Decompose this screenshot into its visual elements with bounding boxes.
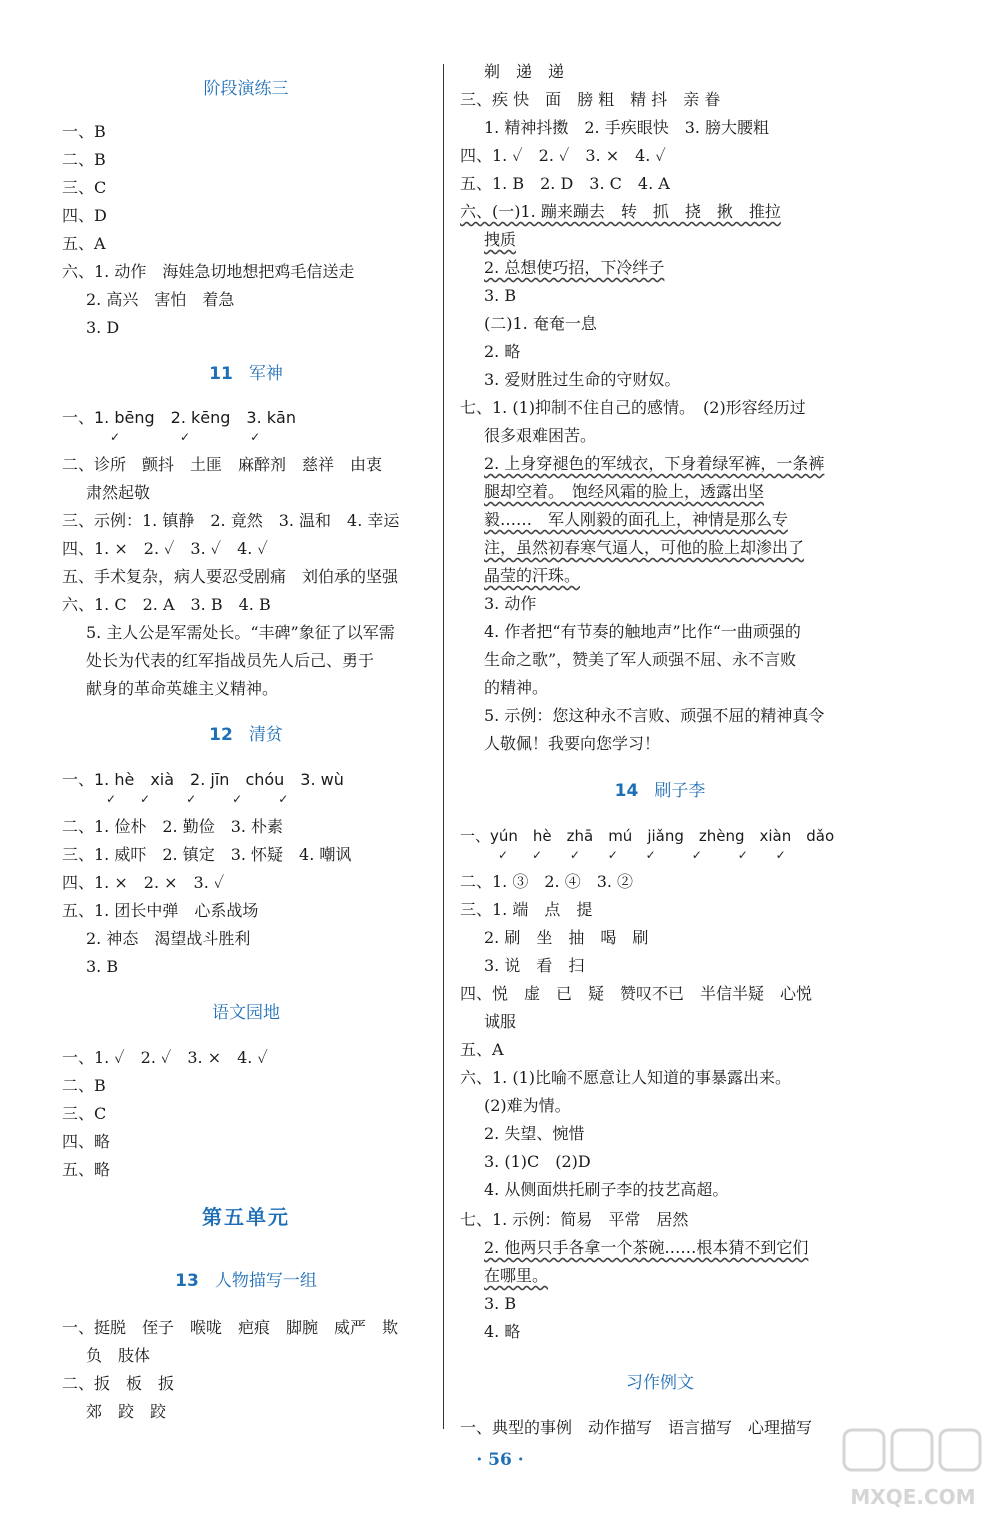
answer-line: 的精神。 — [484, 678, 549, 697]
answer-line: 七、1. (1)抑制不住自己的感情。 (2)形容经历过 — [460, 398, 806, 417]
answer-line: 七、1. 示例：简易 平常 居然 — [460, 1210, 689, 1229]
answer-line: 三、疾 快 面 膀 粗 精 抖 亲 眷 — [460, 90, 721, 109]
answer-line: 4. 略 — [484, 1322, 521, 1341]
answer-line: 一、挺脱 侄子 喉咙 疤痕 脚腕 威严 欺 — [62, 1318, 399, 1337]
answer-line: 2. 他两只手各拿一个茶碗……根本猜不到它们 — [484, 1238, 809, 1257]
answer-line: 4. 从侧面烘托刷子李的技艺高超。 — [484, 1180, 729, 1199]
answer-line: 五、手术复杂，病人要忍受剧痛 刘伯承的坚强 — [62, 567, 399, 586]
answer-line: 四、1. × 2. ✓ 3. ✓ 4. ✓ — [62, 539, 268, 558]
answer-line: 5. 主人公是军需处长。“丰碑”象征了以军需 — [86, 623, 395, 642]
answer-line: 2. 略 — [484, 342, 521, 361]
tick-marks: ✓ ✓ ✓ ✓ ✓ — [106, 792, 289, 806]
answer-line: 五、1. B 2. D 3. C 4. A — [460, 174, 670, 193]
answer-line: 拽质 — [484, 230, 517, 249]
tick-marks: ✓ ✓ ✓ — [110, 430, 261, 444]
answer-line: 六、(一)1. 蹦来蹦去 转 抓 挠 揪 推拉 — [460, 202, 781, 221]
lesson-number: 12 — [209, 725, 233, 745]
answer-line: 晶莹的汗珠。 — [484, 566, 581, 585]
answer-line: 一、典型的事例 动作描写 语言描写 心理描写 — [460, 1418, 813, 1437]
answer-line: 三、1. 威吓 2. 镇定 3. 怀疑 4. 嘲讽 — [62, 845, 352, 864]
answer-line: 很多艰难困苦。 — [484, 426, 597, 445]
answer-line: 2. 高兴 害怕 着急 — [86, 290, 235, 309]
answer-line: 1. 精神抖擞 2. 手疾眼快 3. 膀大腰粗 — [484, 118, 770, 137]
answer-line: 五、略 — [62, 1160, 111, 1179]
answer-line: 一、1. bēng 2. kēng 3. kān — [62, 408, 296, 427]
heading-lesson-13 — [62, 1270, 430, 1292]
answer-line: 六、1. (1)比喻不愿意让人知道的事暴露出来。 — [460, 1068, 792, 1087]
lesson-title: 军神 — [248, 364, 283, 384]
answer-line: 四、略 — [62, 1132, 111, 1151]
answer-line: 5. 示例：您这种永不言败、顽强不屈的精神真令 — [484, 706, 825, 725]
answer-line: 在哪里。 — [484, 1266, 549, 1285]
heading-unit-5: 第五单元 — [202, 1205, 290, 1229]
answer-line: 一、B — [62, 122, 106, 141]
answer-line: 负 肢体 — [86, 1346, 151, 1365]
answer-line: 2. 失望、惋惜 — [484, 1124, 585, 1143]
answer-line: 2. 总想使巧招，下冷绊子 — [484, 258, 665, 277]
answer-line: (二)1. 奄奄一息 — [484, 314, 597, 333]
answer-line: 3. D — [86, 318, 120, 337]
answer-line: 3. 说 看 扫 — [484, 956, 585, 975]
watermark-text: MXQE.COM — [850, 1485, 976, 1509]
answer-line: 3. B — [86, 957, 119, 976]
answer-line: 六、1. 动作 海娃急切地想把鸡毛信送走 — [62, 262, 355, 281]
answer-line: 献身的革命英雄主义精神。 — [86, 679, 279, 698]
answer-line: 剃 递 递 — [484, 62, 565, 81]
heading-lesson-11 — [62, 363, 430, 385]
answer-line: 人敬佩！我要向您学习！ — [484, 734, 661, 753]
tick-marks: ✓ ✓ ✓ ✓ ✓ ✓ ✓ ✓ — [498, 848, 786, 862]
answer-line: 四、1. ✓ 2. ✓ 3. × 4. ✓ — [460, 146, 666, 165]
answer-line: (2)难为情。 — [484, 1096, 571, 1115]
answer-line: 3. (1)C (2)D — [484, 1152, 591, 1171]
heading-lesson-12 — [62, 724, 430, 746]
lesson-number: 14 — [614, 781, 639, 801]
answer-line: 诚服 — [484, 1012, 517, 1031]
heading-stage-practice-3: 阶段演练三 — [203, 79, 289, 99]
answer-line: 二、1. ③ 2. ④ 3. ② — [460, 872, 634, 891]
page-number: · 56 · — [476, 1450, 524, 1470]
answer-line: 生命之歌”，赞美了军人顽强不屈、永不言败 — [484, 650, 797, 669]
heading-writing-examples: 习作例文 — [626, 1373, 694, 1393]
answer-line: 3. B — [484, 1294, 517, 1313]
answer-line: 二、B — [62, 150, 106, 169]
answer-line: 3. B — [484, 286, 517, 305]
answer-line: 五、A — [460, 1040, 504, 1059]
answer-line: 毅…… 军人刚毅的面孔上，神情是那么专 — [484, 510, 789, 529]
answer-line: 一、1. ✓ 2. ✓ 3. × 4. ✓ — [62, 1048, 268, 1067]
answer-line: 五、A — [62, 234, 106, 253]
answer-line: 3. 动作 — [484, 594, 537, 613]
answer-line: 一、yún hè zhā mú jiǎng zhèng xiàn dǎo — [460, 827, 835, 845]
answer-line: 腿却空着。 饱经风霜的脸上，透露出坚 — [484, 482, 765, 501]
answer-line: 二、1. 俭朴 2. 勤俭 3. 朴素 — [62, 817, 284, 836]
answer-line: 注，虽然初春寒气逼人，可他的脸上却渗出了 — [484, 538, 805, 557]
answer-line: 二、B — [62, 1076, 106, 1095]
answer-line: 三、示例：1. 镇静 2. 竟然 3. 温和 4. 幸运 — [62, 511, 400, 530]
answer-line: 六、1. C 2. A 3. B 4. B — [62, 595, 271, 614]
answer-line: 3. 爱财胜过生命的守财奴。 — [484, 370, 681, 389]
column-divider — [443, 64, 444, 1429]
answer-line: 4. 作者把“有节奏的触地声”比作“一曲顽强的 — [484, 622, 801, 641]
answer-line: 二、扳 板 扳 — [62, 1374, 175, 1393]
watermark-logo — [838, 1426, 988, 1516]
lesson-title: 刷子李 — [654, 781, 706, 801]
answer-line: 五、1. 团长中弹 心系战场 — [62, 901, 259, 920]
answer-line: 处长为代表的红军指战员先人后己、勇于 — [86, 651, 375, 670]
answer-line: 2. 神态 渴望战斗胜利 — [86, 929, 251, 948]
lesson-number: 13 — [175, 1271, 199, 1291]
answer-line: 2. 上身穿褪色的军绒衣，下身着绿军裤，一条裤 — [484, 454, 825, 473]
lesson-title: 人物描写一组 — [214, 1271, 317, 1291]
heading-chinese-garden: 语文园地 — [212, 1003, 280, 1023]
answer-line: 四、悦 虚 已 疑 赞叹不已 半信半疑 心悦 — [460, 984, 813, 1003]
answer-line: 二、诊所 颤抖 土匪 麻醉剂 慈祥 由衷 — [62, 455, 383, 474]
answer-line: 三、1. 端 点 提 — [460, 900, 593, 919]
answer-line: 郊 跤 跤 — [86, 1402, 167, 1421]
answer-line: 四、1. × 2. × 3. ✓ — [62, 873, 225, 892]
answer-line: 四、D — [62, 206, 107, 225]
answer-line: 肃然起敬 — [86, 483, 151, 502]
answer-line: 一、1. hè xià 2. jīn chóu 3. wù — [62, 770, 344, 789]
answer-line: 三、C — [62, 1104, 107, 1123]
answer-line: 三、C — [62, 178, 107, 197]
heading-lesson-14 — [460, 780, 860, 802]
lesson-title: 清贫 — [248, 725, 283, 745]
lesson-number: 11 — [209, 364, 233, 384]
answer-line: 2. 刷 坐 抽 喝 刷 — [484, 928, 649, 947]
